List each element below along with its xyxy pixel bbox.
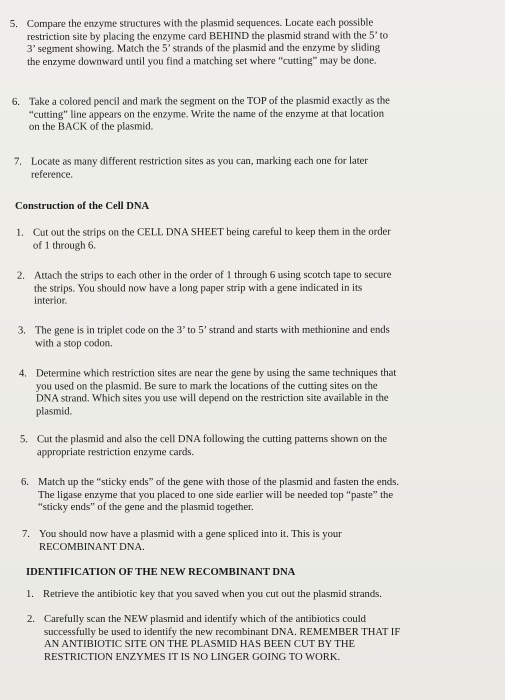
list-item — [10, 17, 495, 69]
item-number: 4. — [18, 368, 27, 380]
list-item — [18, 325, 496, 351]
item-text: You should now have a plasmid with a gene spliced into it. This is your RECOMBINANT DNA. — [39, 529, 342, 553]
item-text: Determine which restriction sites are near the gene by using the same techniques that you used on the plasmid. Be sure to mark the locations of the cutting sites on the DNA strand. Which sites you use will depend on the restriction site available in the plasmid. — [35, 367, 397, 418]
list-item — [20, 434, 495, 460]
item-number: 5. — [19, 434, 28, 446]
list-item — [21, 477, 496, 515]
item-text: Retrieve the antibiotic key that you saved when you cut out the plasmid strands. — [43, 589, 382, 600]
item-text: Cut out the strips on the CELL DNA SHEET being careful to keep them in the order of 1 through 6. — [32, 226, 391, 252]
list-item — [27, 614, 497, 664]
item-text: Carefully scan the NEW plasmid and identify which of the antibiotics could successfully be used to identify the new recombinant DNA. REMEMBER THAT IF AN ANTIBIOTIC SITE ON THE PLASMID HAS BEEN CUT BY THE RESTRICTION ENZYMES IT IS NO LINGER GOING TO WORK. — [44, 614, 401, 663]
item-number: 7. — [22, 529, 30, 540]
list-item — [19, 368, 497, 419]
item-number: 3. — [17, 325, 26, 337]
item-number: 1. — [26, 589, 34, 600]
item-number: 2. — [27, 614, 35, 625]
list-item — [17, 269, 497, 308]
list-item — [26, 589, 496, 602]
item-number: 2. — [16, 270, 25, 282]
item-text: Compare the enzyme structures with the plasmid sequences. Locate each possible restriction site by placing the enzyme card BEHIND the plasmid strand with the 5’ to 3’ segment showing. Match the 5’ strands of the plasmid and the enzyme by sliding the enzyme downward until you find a matching set where “cutting” may be done. — [26, 17, 389, 68]
item-text: Locate as many different restriction sites as you can, marking each one for later reference. — [30, 155, 368, 181]
item-text: Cut the plasmid and also the cell DNA following the cutting patterns shown on the appropriate restriction enzyme cards. — [36, 433, 388, 458]
item-text: Match up the “sticky ends” of the gene with those of the plasmid and fasten the ends. The ligase enzyme that you placed to one side earlier will be needed top “paste” the “sticky ends” of the gene and the plasmid together. — [38, 477, 399, 514]
item-text: The gene is in triplet code on the 3’ to 5’ strand and starts with methionine and ends with a stop codon. — [34, 324, 390, 349]
list-item — [12, 95, 497, 134]
section-heading: Construction of the Cell DNA — [15, 201, 150, 212]
item-number: 5. — [9, 19, 18, 31]
item-number: 6. — [11, 96, 20, 108]
list-item — [14, 155, 494, 181]
item-number: 1. — [15, 227, 24, 239]
section-heading: IDENTIFICATION OF THE NEW RECOMBINANT DNA — [26, 567, 296, 578]
item-number: 6. — [21, 477, 29, 488]
item-number: 7. — [13, 156, 22, 168]
list-item — [22, 529, 492, 554]
item-text: Take a colored pencil and mark the segment on the TOP of the plasmid exactly as the “cutting” line appears on the enzyme. Write the name of the enzyme at that location on the BACK of the plasmid. — [28, 95, 390, 133]
list-item — [16, 226, 496, 252]
item-text: Attach the strips to each other in the order of 1 through 6 using scotch tape to secure the strips. You should now have a long paper strip with a gene indicated in its interior. — [33, 269, 392, 307]
